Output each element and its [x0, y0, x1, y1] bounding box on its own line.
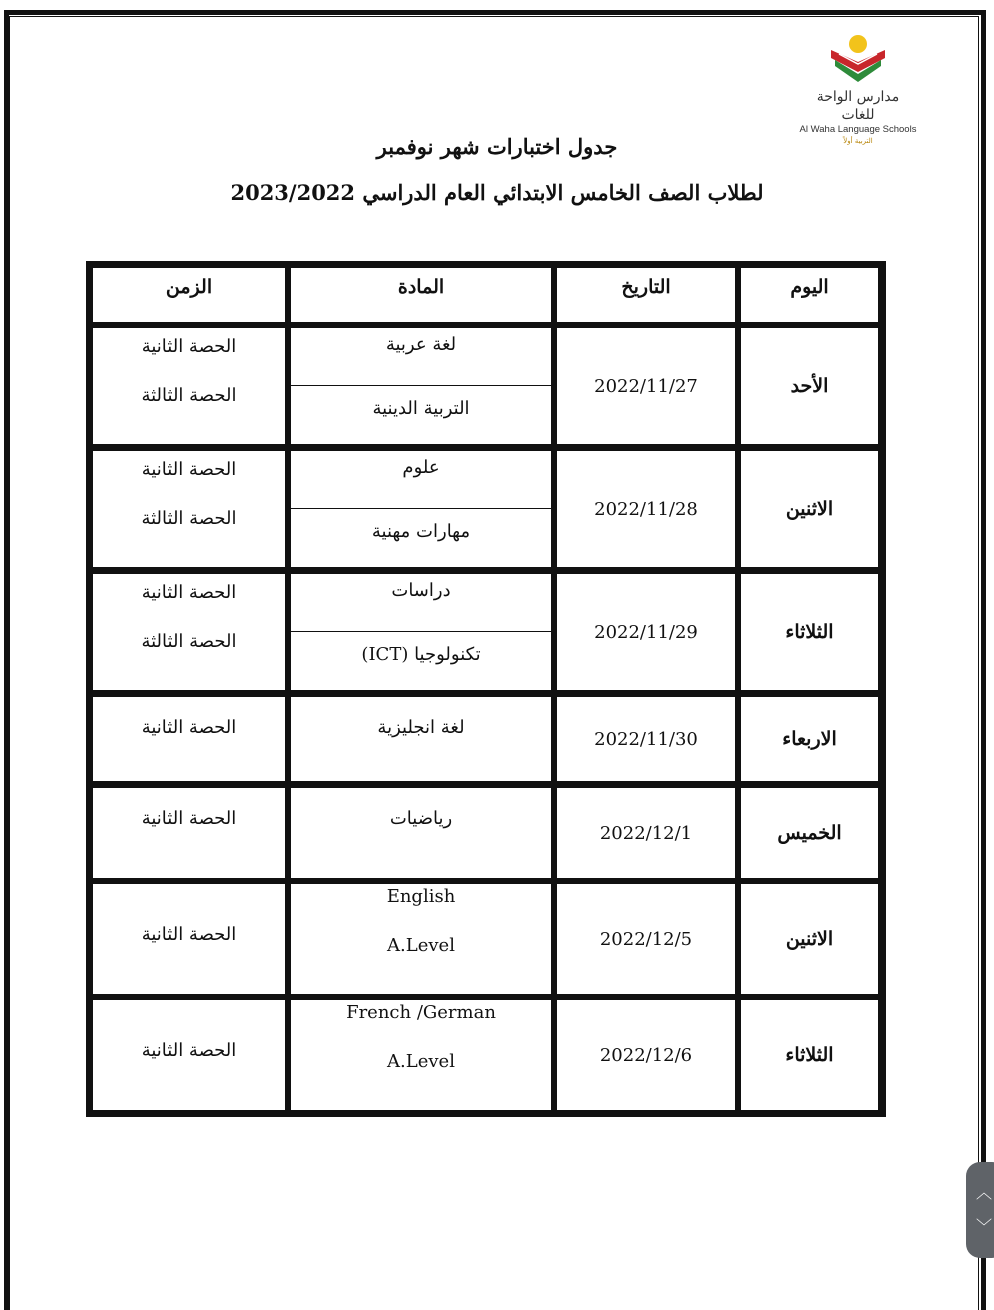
header-date: التاريخ	[556, 267, 736, 323]
subject-level: A.Level	[387, 1051, 455, 1072]
page-subtitle: لطلاب الصف الخامس الابتدائي العام الدراسي 2023/2022	[230, 180, 764, 205]
subject-name: علوم	[402, 457, 440, 478]
day-cell: الثلاثاء	[740, 999, 879, 1111]
subject-name: مهارات مهنية	[371, 521, 471, 542]
date-cell: 2022/11/29	[556, 573, 736, 691]
header-subject: المادة	[290, 267, 552, 323]
time-slot: الحصة الثالثة	[141, 508, 237, 529]
page-title: جدول اختبارات شهر نوفمبر	[376, 134, 618, 159]
date-cell: 2022/11/28	[556, 450, 736, 568]
date-cell: 2022/12/5	[556, 883, 736, 995]
chevron-up-icon[interactable]: ︿	[976, 1183, 993, 1202]
day-cell: الاربعاء	[740, 696, 879, 782]
school-tagline: التربية أولاً	[843, 137, 873, 145]
time-slot: الحصة الثانية	[141, 924, 237, 945]
subject-name: دراسات	[391, 580, 451, 601]
subject-name: English	[386, 886, 456, 907]
exam-schedule-table	[86, 261, 886, 1117]
subject-cell	[290, 999, 552, 1111]
subject-name: لغة عربية	[385, 334, 457, 355]
subject-cell	[290, 573, 552, 691]
subject-name: رياضيات	[389, 808, 453, 829]
day-cell: الأحد	[740, 327, 879, 445]
time-cell	[92, 883, 286, 995]
time-slot: الحصة الثانية	[141, 336, 237, 357]
date-cell: 2022/12/1	[556, 787, 736, 879]
subject-cell	[290, 883, 552, 995]
time-slot: الحصة الثالثة	[141, 631, 237, 652]
time-slot: الحصة الثالثة	[141, 385, 237, 406]
subject-cell	[290, 787, 552, 879]
day-cell: الخميس	[740, 787, 879, 879]
subject-name: لغة انجليزية	[377, 717, 465, 738]
subject-cell	[290, 327, 552, 445]
subject-cell	[290, 450, 552, 568]
date-cell: 2022/11/30	[556, 696, 736, 782]
time-slot: الحصة الثانية	[141, 582, 237, 603]
day-cell: الاثنين	[740, 450, 879, 568]
time-cell	[92, 450, 286, 568]
date-cell: 2022/11/27	[556, 327, 736, 445]
school-name-english: Al Waha Language Schools	[799, 124, 917, 135]
day-cell: الثلاثاء	[740, 573, 879, 691]
time-cell	[92, 696, 286, 782]
day-cell: الاثنين	[740, 883, 879, 995]
time-cell	[92, 327, 286, 445]
subject-name: تكنولوجيا (ICT)	[361, 644, 481, 665]
time-cell	[92, 573, 286, 691]
chevron-down-icon[interactable]: ﹀	[976, 1217, 993, 1236]
header-time: الزمن	[92, 267, 286, 323]
time-cell	[92, 787, 286, 879]
subject-level: A.Level	[387, 935, 455, 956]
subject-name: التربية الدينية	[372, 398, 470, 419]
time-cell	[92, 999, 286, 1111]
scroll-handle[interactable]	[966, 1162, 994, 1258]
header-day: اليوم	[740, 267, 879, 323]
school-name-arabic: مدارس الواحة للغات	[816, 89, 900, 123]
time-slot: الحصة الثانية	[141, 1040, 237, 1061]
time-slot: الحصة الثانية	[141, 717, 237, 738]
date-cell: 2022/12/6	[556, 999, 736, 1111]
school-crest-icon	[825, 32, 891, 88]
subject-cell	[290, 696, 552, 782]
subject-name: French /German	[346, 1002, 496, 1023]
time-slot: الحصة الثانية	[141, 459, 237, 480]
time-slot: الحصة الثانية	[141, 808, 237, 829]
school-logo	[798, 32, 918, 148]
